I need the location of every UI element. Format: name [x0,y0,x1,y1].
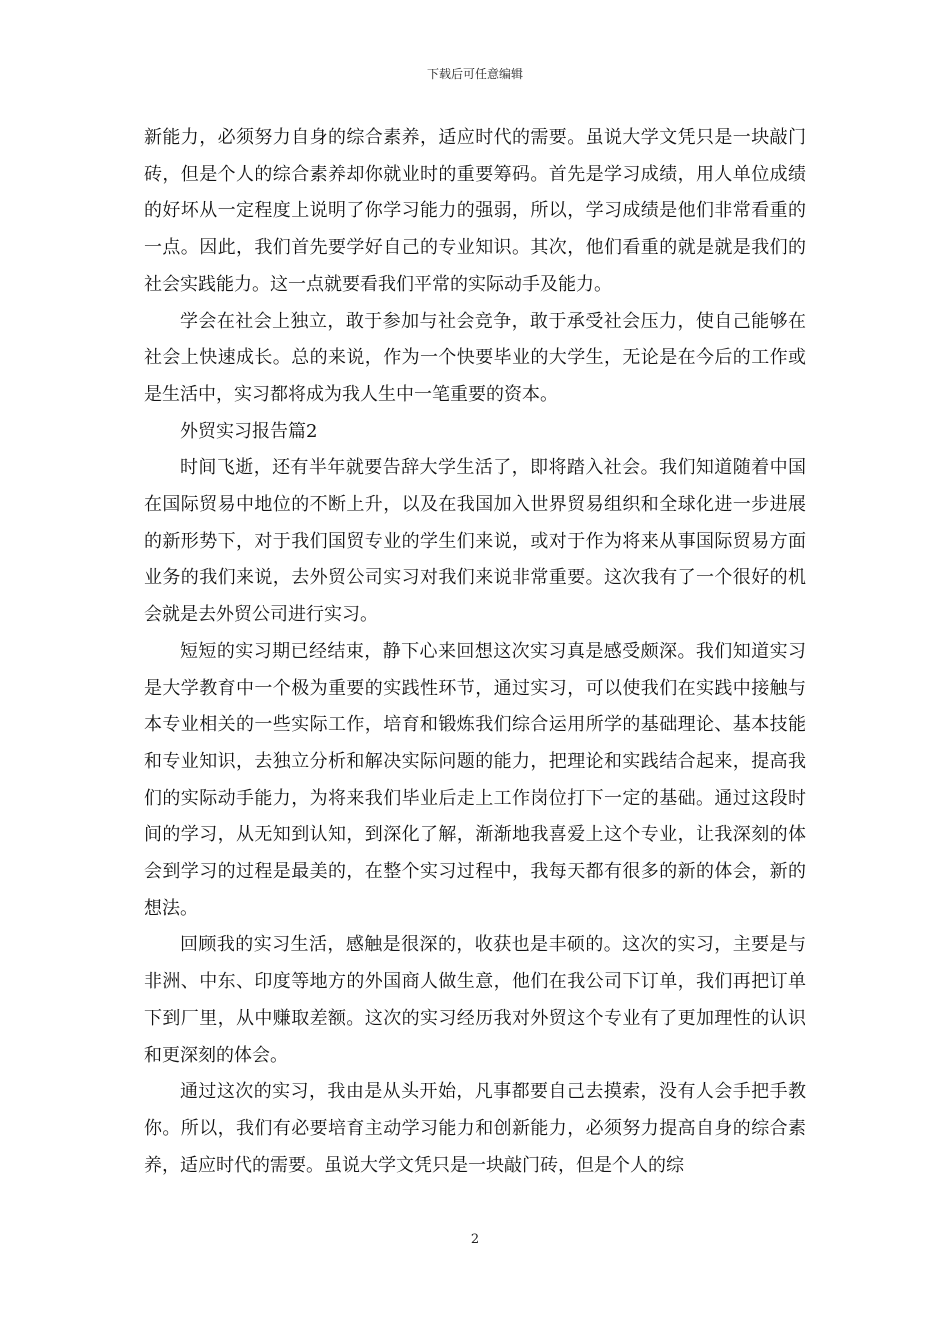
paragraph-1: 新能力，必须努力自身的综合素养，适应时代的需要。虽说大学文凭只是一块敲门砖，但是个人的综合素养却你就业时的重要筹码。首先是学习成绩，用人单位成绩的好坏从一定程度上说明了你学习能力的强弱，所以，学习成绩是他们非常看重的一点。因此，我们首先要学好自己的专业知识。其次，他们看重的就是就是我们的社会实践能力。这一点就要看我们平常的实际动手及能力。 [144,127,806,295]
document-body [144,120,806,1184]
page-header: 下载后可任意编辑 [426,67,523,81]
paragraph-6: 通过这次的实习，我由是从头开始，凡事都要自己去摸索，没有人会手把手教你。所以，我们有必要培育主动学习能力和创新能力，必须努力提高自身的综合素养，适应时代的需要。虽说大学文凭只是一块敲门砖，但是个人的综 [144,1081,806,1176]
paragraph-5: 回顾我的实习生活，感触是很深的，收获也是丰硕的。这次的实习，主要是与非洲、中东、印度等地方的外国商人做生意，他们在我公司下订单，我们再把订单下到厂里，从中赚取差额。这次的实习经历我对外贸这个专业有了更加理性的认识和更深刻的体会。 [144,934,806,1066]
paragraph-2: 学会在社会上独立，敢于参加与社会竞争，敢于承受社会压力，使自己能够在社会上快速成长。总的来说，作为一个快要毕业的大学生，无论是在今后的工作或是生活中，实习都将成为我人生中一笔重要的资本。 [144,310,806,405]
page-number: 2 [470,1232,480,1247]
paragraph-3: 时间飞逝，还有半年就要告辞大学生活了，即将踏入社会。我们知道随着中国在国际贸易中地位的不断上升，以及在我国加入世界贸易组织和全球化进一步进展的新形势下，对于我们国贸专业的学生们来说，或对于作为将来从事国际贸易方面业务的我们来说，去外贸公司实习对我们来说非常重要。这次我有了一个很好的机会就是去外贸公司进行实习。 [144,457,806,626]
paragraph-4: 短短的实习期已经结束，静下心来回想这次实习真是感受颇深。我们知道实习是大学教育中一个极为重要的实践性环节，通过实习，可以使我们在实践中接触与本专业相关的一些实际工作，培育和锻炼我们综合运用所学的基础理论、基本技能和专业知识，去独立分析和解决实际问题的能力，把理论和实践结合起来，提高我们的实际动手能力，为将来我们毕业后走上工作岗位打下一定的基础。通过这段时间的学习，从无知到认知，到深化了解，渐渐地我喜爱上这个专业，让我深刻的体会到学习的过程是最美的，在整个实习过程中，我每天都有很多的新的体会，新的想法。 [144,640,806,919]
section-heading: 外贸实习报告篇2 [180,420,318,442]
